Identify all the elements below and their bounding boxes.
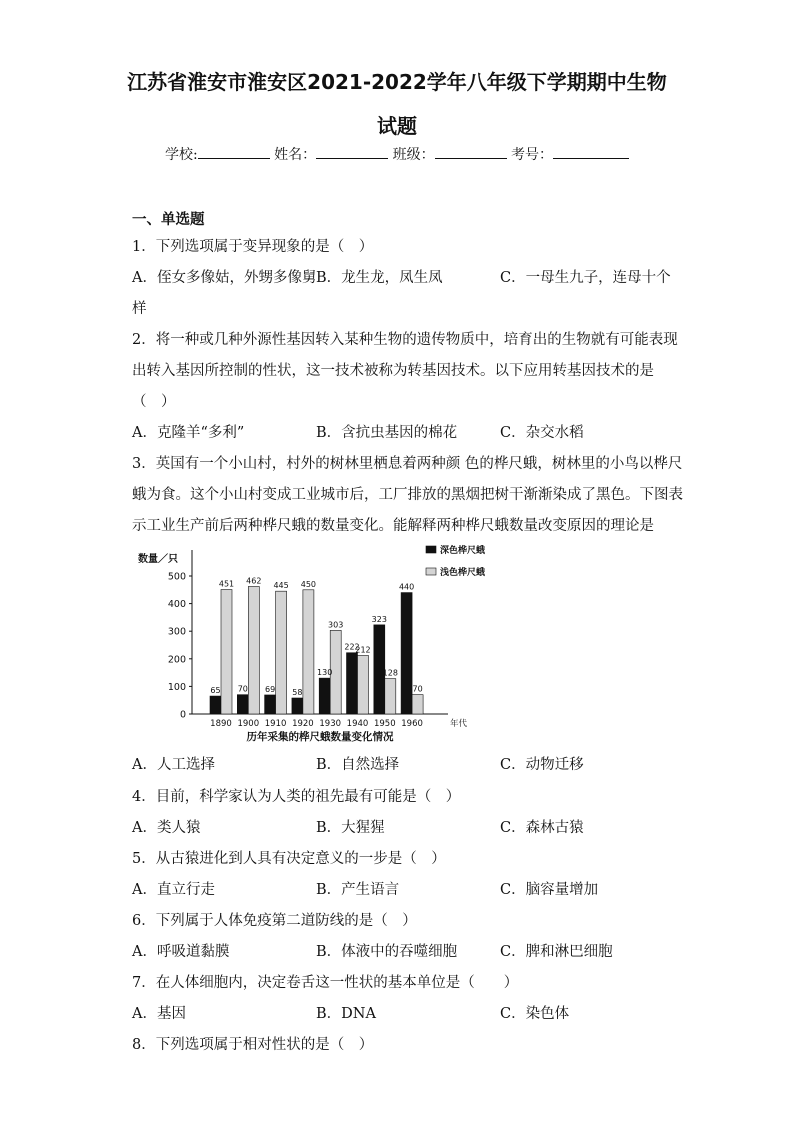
dark-moth-bar <box>292 698 303 714</box>
name-blank[interactable] <box>316 144 388 159</box>
light-moth-bar <box>221 590 232 714</box>
question-7: 7．在人体细胞内，决定卷舌这一性状的基本单位是（ ） <box>132 975 519 991</box>
y-axis-label: 数量／只 <box>138 554 178 565</box>
legend-label-dark: 深色桦尺蛾 <box>440 546 486 556</box>
x-tick-label: 1910 <box>264 719 287 729</box>
q7-option-c[interactable]: C．染色体 <box>500 1006 570 1022</box>
doc-title-line1: 江苏省淮安市淮安区2021-2022学年八年级下学期期中生物 <box>127 70 667 94</box>
bar-chart-svg <box>130 540 486 750</box>
light-bar-data-label: 212 <box>355 645 371 655</box>
light-moth-bar <box>412 695 423 714</box>
q1-option-a[interactable]: A．侄女多像姑，外甥多像舅 <box>132 270 317 286</box>
x-tick-label: 1890 <box>210 719 232 729</box>
dark-bar-data-label: 222 <box>344 642 360 652</box>
light-bar-data-label: 128 <box>382 668 398 678</box>
q5-option-a[interactable]: A．直立行走 <box>132 882 215 898</box>
q1-option-b[interactable]: B．龙生龙，凤生凤 <box>316 270 443 286</box>
exam-no-label: 考号： <box>511 147 554 163</box>
dark-bar-data-label: 323 <box>371 614 387 624</box>
question-6: 6．下列属于人体免疫第二道防线的是（ ） <box>132 913 417 929</box>
x-tick-label: 1950 <box>373 719 396 729</box>
light-bar-data-label: 70 <box>412 684 423 694</box>
dark-moth-bar <box>347 653 358 714</box>
light-moth-bar <box>385 679 396 714</box>
q6-option-c[interactable]: C．脾和淋巴细胞 <box>500 944 613 960</box>
school-label: 学校: <box>164 147 198 163</box>
q6-option-a[interactable]: A．呼吸道黏膜 <box>132 944 230 960</box>
dark-moth-bar <box>265 695 276 714</box>
light-moth-bar <box>276 591 287 714</box>
q6-option-b[interactable]: B．体液中的吞噬细胞 <box>316 944 458 960</box>
question-1: 1．下列选项属于变异现象的是（ ） <box>132 239 374 255</box>
x-tick-label: 1920 <box>292 719 314 729</box>
question-2-line2: 出转入基因所控制的性状，这一技术被称为转基因技术。以下应用转基因技术的是 <box>132 363 654 379</box>
q1-option-c[interactable]: C．一母生九子，连母十个 <box>500 270 671 286</box>
student-info-row <box>0 144 794 164</box>
dark-moth-bar <box>319 678 330 714</box>
y-tick-label: 300 <box>167 626 186 638</box>
class-blank[interactable] <box>435 144 507 159</box>
light-moth-bar <box>303 590 314 714</box>
y-tick-label: 100 <box>167 681 186 693</box>
q4-option-b[interactable]: B．大猩猩 <box>316 820 385 836</box>
question-4: 4．目前，科学家认为人类的祖先最有可能是（ ） <box>132 789 461 805</box>
legend-swatch-dark <box>426 546 436 553</box>
x-axis-label: 年代 <box>450 719 468 729</box>
q5-option-b[interactable]: B．产生语言 <box>316 882 400 898</box>
q4-option-c[interactable]: C．森林古猿 <box>500 820 584 836</box>
q7-option-a[interactable]: A．基因 <box>132 1006 186 1022</box>
q5-option-c[interactable]: C．脑容量增加 <box>500 882 599 898</box>
q2-option-b[interactable]: B．含抗虫基因的棉花 <box>316 425 458 441</box>
y-tick-label: 0 <box>179 709 186 721</box>
dark-moth-bar <box>237 695 248 714</box>
x-tick-label: 1960 <box>401 719 423 729</box>
q3-option-a[interactable]: A．人工选择 <box>132 757 215 773</box>
q1-option-c-continued: 样 <box>132 301 147 317</box>
light-moth-bar <box>248 586 259 714</box>
school-blank[interactable] <box>198 144 270 159</box>
question-2-line3: （ ） <box>132 394 176 410</box>
dark-bar-data-label: 58 <box>292 687 303 697</box>
q3-option-c[interactable]: C．动物迁移 <box>500 757 584 773</box>
q2-option-a[interactable]: A．克隆羊“多利” <box>132 425 245 441</box>
dark-bar-data-label: 65 <box>210 686 221 696</box>
dark-moth-bar <box>210 696 221 714</box>
y-tick-label: 500 <box>167 571 186 583</box>
question-3-line1: 3．英国有一个小山村，村外的树林里栖息着两种颜 色的桦尺蛾，树林里的小鸟以桦尺 <box>132 456 683 472</box>
section-heading: 一、单选题 <box>132 212 205 228</box>
moth-count-chart <box>130 540 486 750</box>
light-bar-data-label: 303 <box>328 620 344 630</box>
light-moth-bar <box>358 655 369 714</box>
chart-title: 历年采集的桦尺蛾数量变化情况 <box>246 731 394 743</box>
q4-option-a[interactable]: A．类人猿 <box>132 820 201 836</box>
x-tick-label: 1940 <box>346 719 369 729</box>
dark-bar-data-label: 440 <box>398 582 415 592</box>
question-5: 5．从古猿进化到人具有决定意义的一步是（ ） <box>132 851 446 867</box>
question-3-line2: 蛾为食。这个小山村变成工业城市后，工厂排放的黑烟把树干渐渐染成了黑色。下图表 <box>132 487 683 503</box>
exam-no-blank[interactable] <box>553 144 629 159</box>
legend-swatch-light <box>426 568 436 575</box>
q3-option-b[interactable]: B．自然选择 <box>316 757 400 773</box>
dark-bar-data-label: 70 <box>237 684 248 694</box>
name-label: 姓名： <box>274 147 317 163</box>
light-bar-data-label: 445 <box>273 581 289 591</box>
y-tick-label: 200 <box>167 654 186 666</box>
light-bar-data-label: 451 <box>218 579 235 589</box>
y-tick-label: 400 <box>167 599 186 611</box>
question-2-line1: 2．将一种或几种外源性基因转入某种生物的遗传物质中，培育出的生物就有可能表现 <box>132 332 678 348</box>
class-label: 班级： <box>392 147 435 163</box>
doc-title-line2: 试题 <box>377 114 417 138</box>
q7-option-b[interactable]: B．DNA <box>316 1006 376 1022</box>
dark-bar-data-label: 69 <box>265 684 276 694</box>
light-bar-data-label: 450 <box>300 579 317 589</box>
question-8: 8．下列选项属于相对性状的是（ ） <box>132 1037 374 1053</box>
x-tick-label: 1900 <box>237 719 260 729</box>
question-3-line3: 示工业生产前后两种桦尺蛾的数量变化。能解释两种桦尺蛾数量改变原因的理论是 <box>132 518 654 534</box>
x-tick-label: 1930 <box>319 719 342 729</box>
q2-option-c[interactable]: C．杂交水稻 <box>500 425 584 441</box>
light-bar-data-label: 462 <box>246 576 262 586</box>
dark-moth-bar <box>401 593 412 714</box>
dark-bar-data-label: 130 <box>317 668 333 678</box>
legend-label-light: 浅色桦尺蛾 <box>440 568 486 578</box>
